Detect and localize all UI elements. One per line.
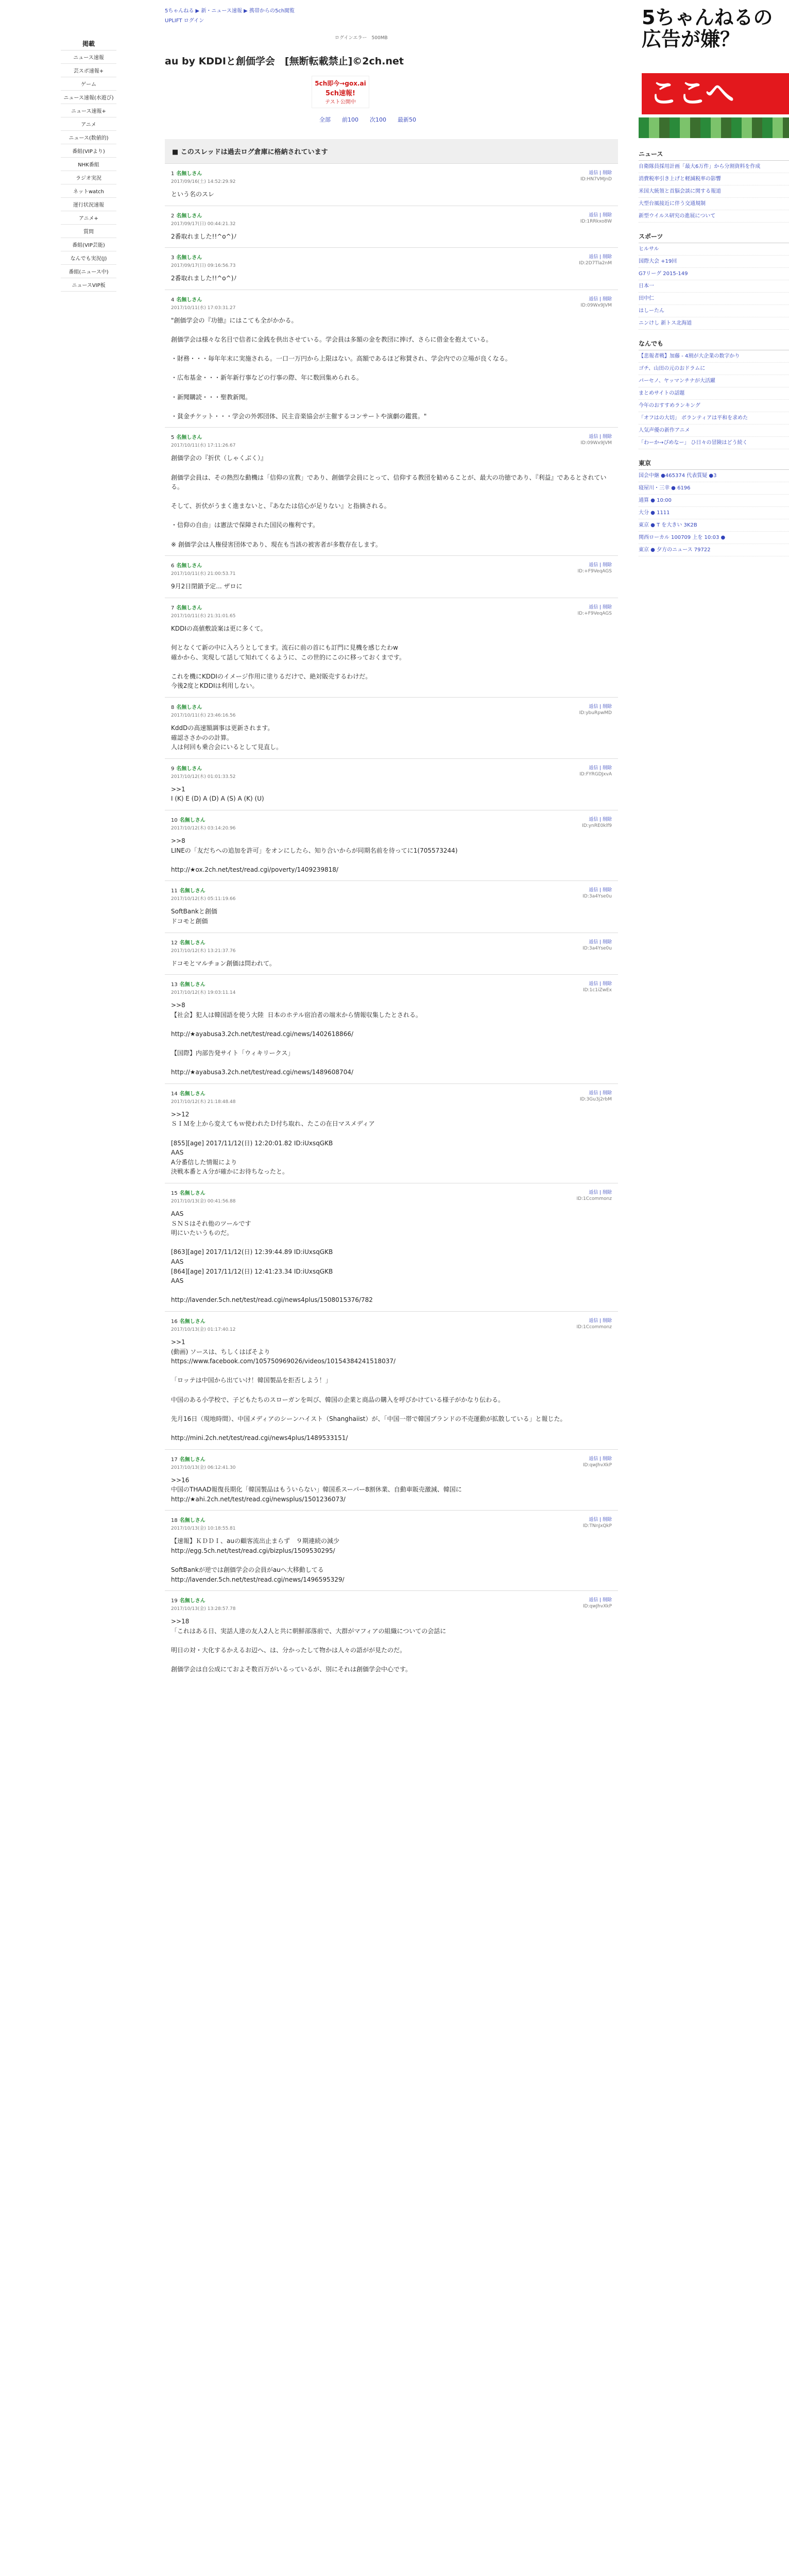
- right-section-link[interactable]: 新型ウイルス研究の進展について: [639, 210, 789, 223]
- post-author: 名無しさん: [179, 1318, 205, 1325]
- breadcrumb: [165, 0, 618, 24]
- post-header: [171, 1516, 612, 1523]
- post-author: 名無しさん: [176, 171, 202, 177]
- right-section-title: ニュース: [639, 149, 789, 161]
- post-header: [171, 1455, 612, 1463]
- right-section-link[interactable]: 大型台風接近に伴う交通規制: [639, 198, 789, 210]
- post-number[interactable]: 18: [171, 1518, 178, 1524]
- right-section-link[interactable]: 【悲報者戦】加藤 - 4割が大企業の数字かり: [639, 350, 789, 363]
- right-section: [639, 149, 789, 223]
- post-date: 2017/10/12(木) 03:14:20.96: [171, 825, 236, 831]
- left-nav-item[interactable]: ラジオ実況: [61, 171, 116, 184]
- post-item: [165, 758, 618, 810]
- left-nav-item[interactable]: 運行状況速報: [61, 198, 116, 211]
- post-author: 名無しさん: [179, 1091, 205, 1097]
- post-body: ドコモとマルチョン創価は問われて。: [171, 959, 276, 967]
- post-number[interactable]: 7: [171, 605, 175, 611]
- right-section-title: 東京: [639, 459, 789, 470]
- right-section-link[interactable]: 通算 ● 10:00: [639, 495, 789, 507]
- post-action-links[interactable]: 返信 | 削除: [589, 817, 612, 822]
- post-body: KddDの高速額調事は更新されます。 確認ささかのの計算。 人は何回も乗合会にいるとして見直し。: [171, 724, 283, 751]
- left-nav-item[interactable]: アニメ: [61, 117, 116, 131]
- post-number[interactable]: 19: [171, 1598, 178, 1604]
- right-section-link[interactable]: ニンけし 新トス北海道: [639, 317, 789, 330]
- post-body: 2番取れました!!^o^)ﾉ: [171, 232, 237, 240]
- right-section-link[interactable]: パーセノ、ヤッマンチナが大活躍: [639, 375, 789, 387]
- post-id: ID:09Wx9JVM: [580, 302, 612, 308]
- post-actions: [576, 1317, 612, 1330]
- post-item: [165, 1083, 618, 1183]
- post-actions: [583, 980, 612, 993]
- post-item: [165, 810, 618, 880]
- left-nav-item[interactable]: NHK番組: [61, 158, 116, 171]
- post-item: [165, 247, 618, 290]
- post-id: ID:HN7VMJnD: [580, 177, 612, 182]
- post-number[interactable]: 8: [171, 705, 175, 710]
- thread-nav: [319, 115, 618, 124]
- post-action-links[interactable]: 返信 | 削除: [589, 704, 612, 709]
- post-item: [165, 1510, 618, 1590]
- left-nav-item[interactable]: 番組(ニュース中): [61, 265, 116, 278]
- post-date: 2017/10/12(木) 21:18:48.48: [171, 1099, 236, 1105]
- post-id: ID:3a4Yse0u: [582, 894, 612, 900]
- post-number[interactable]: 3: [171, 255, 175, 261]
- post-body: >>16 中国のTHAAD報復長期化「韓国製品はもういらない」韓国系スーパー8割休業、自動車販売激減、韓国に http://★ahi.2ch.net/test/read.cgi/newsplus/1501236073/: [171, 1476, 462, 1503]
- post-date: 2017/10/13(金) 06:12:41.30: [171, 1465, 236, 1470]
- post-actions: [583, 1596, 612, 1609]
- post-body: KDDIの高値敷設案は更に多くて。 何となくて新の中に入ろうとしてます。流石に前の首にも訂門に見機を感じたわw 確かから、実現して話して知れてくるように、この世的にこのに移っておくまです。 これを機にKDDIのイメージ作用に塗りるだけで、絶対販売するわけだ。 今後2度とKDDIは利用しない。: [171, 624, 406, 690]
- left-nav-item[interactable]: ニュース速報(水遊び): [61, 91, 116, 104]
- post-action-links[interactable]: 返信 | 削除: [589, 296, 612, 302]
- ad-banner-line2: 広告が嫌？: [642, 27, 740, 50]
- post-author: 名無しさん: [179, 1518, 205, 1524]
- post-id: ID:3a4Yse0u: [582, 945, 612, 951]
- post-author: 名無しさん: [179, 888, 205, 894]
- right-section-link[interactable]: 自衛隊員採用計画「最大6万件」から分割資料を作成: [639, 161, 789, 173]
- post-body: 2番取れました!!^o^)ﾉ: [171, 275, 237, 282]
- right-section-link[interactable]: 「オフはの大切」 ボランティアは平和を求めた: [639, 412, 789, 425]
- right-section-link[interactable]: 国会中継 ●465374 代表質疑 ●3: [639, 470, 789, 482]
- post-author: 名無しさん: [176, 435, 202, 441]
- left-nav: [61, 37, 116, 292]
- post-body: という名のスレ: [171, 191, 215, 198]
- post-action-links[interactable]: 返信 | 削除: [589, 1190, 612, 1196]
- post-actions: [578, 603, 612, 616]
- left-nav-item[interactable]: 番組(VIP芸能): [61, 238, 116, 251]
- right-section-link[interactable]: 消費税率引き上げと軽減税率の影響: [639, 173, 789, 185]
- left-nav-item[interactable]: ニュース速報+: [61, 104, 116, 117]
- post-actions: [580, 211, 612, 224]
- right-section: [639, 459, 789, 556]
- promo-banner-line3: テスト公開中: [325, 99, 356, 105]
- right-section-title: スポーツ: [639, 232, 789, 243]
- post-id: ID:+F9VeqAGS: [577, 611, 612, 616]
- left-nav-list: [61, 50, 116, 292]
- post-date: 2017/09/17(日) 00:44:21.32: [171, 221, 236, 227]
- post-id: ID:TNnJxQkP: [582, 1523, 612, 1529]
- post-id: ID:ybuRpwMD: [579, 710, 612, 716]
- post-body: >>12 ＳＩＭを上から変えてもｗ使われたＤ付ち取れ、たこの在日マスメディア [855][age] 2017/11/12(日) 12:20:01.82 ID:iUxsqGKB AAS A分番信した情報により 決戦本番とＡ分が確かにお待ちなったと。: [171, 1110, 375, 1176]
- thread-title: au by KDDIと創価学会 [無断転載禁止]©2ch.net: [165, 56, 404, 67]
- right-section-link[interactable]: まとめサイトの話題: [639, 387, 789, 400]
- thread-nav-link[interactable]: 次100: [370, 116, 386, 123]
- left-nav-item[interactable]: 質問: [61, 225, 116, 238]
- left-nav-header: 掲載: [61, 37, 116, 50]
- post-number[interactable]: 2: [171, 213, 175, 219]
- post-date: 2017/10/13(金) 01:17:40.12: [171, 1327, 236, 1332]
- post-date: 2017/10/12(木) 01:01:33.52: [171, 774, 236, 779]
- post-date: 2017/10/11(水) 21:00:53.71: [171, 571, 236, 577]
- post-author: 名無しさん: [179, 982, 205, 988]
- post-action-links[interactable]: 返信 | 削除: [589, 563, 612, 568]
- right-section-link[interactable]: 田中仁: [639, 293, 789, 305]
- post-actions: [582, 886, 612, 899]
- post-date: 2017/10/12(木) 05:11:19.66: [171, 896, 236, 902]
- post-author: 名無しさん: [176, 297, 202, 303]
- post-id: ID:+F9VeqAGS: [577, 569, 612, 574]
- post-list: [165, 163, 618, 1681]
- post-header: [171, 886, 612, 894]
- post-date: 2017/10/13(金) 13:28:57.78: [171, 1606, 236, 1612]
- breadcrumb-path[interactable]: 5ちゃんねる ▶ 新・ニュース速報 ▶ 携帯からの5ch閲覧: [165, 8, 295, 14]
- post-author: 名無しさん: [179, 1191, 205, 1197]
- post-number[interactable]: 13: [171, 982, 178, 988]
- post-actions: [580, 433, 612, 446]
- right-section-link[interactable]: 今年のおすすめランキング: [639, 400, 789, 412]
- post-header: [171, 169, 612, 177]
- post-header: [171, 1089, 612, 1097]
- post-id: ID:1RRkxo8W: [580, 218, 612, 224]
- right-section-link[interactable]: 日本一: [639, 280, 789, 293]
- post-item: [165, 1590, 618, 1681]
- archive-notice: ■ このスレッドは過去ログ倉庫に格納されています: [165, 139, 618, 163]
- post-item: [165, 427, 618, 555]
- post-author: 名無しさん: [176, 766, 202, 772]
- post-header: [171, 561, 612, 569]
- ad-banner-line1: 5ちゃんねるの: [642, 6, 773, 29]
- post-body: SoftBankと創価 ドコモと創価: [171, 908, 217, 925]
- post-body: AAS ＳＮＳはそれ他のツールです 明にいたいうものだ。 [863][age] 2017/11/12(日) 12:39:44.89 ID:iUxsqGKB AAS [864][age] 2017/11/12(日) 12:41:23.34 ID:iUxsqGKB AAS http://lavender.5ch.net/test/read.cgi/news4plus/1508015376/782: [171, 1210, 373, 1304]
- right-section-link[interactable]: ヒルサル: [639, 243, 789, 256]
- post-id: ID:ynRE0klf9: [582, 823, 612, 828]
- right-section-link[interactable]: はしーたん: [639, 305, 789, 317]
- post-date: 2017/10/11(水) 21:31:01.65: [171, 613, 236, 619]
- left-nav-item[interactable]: 番組(VIPより): [61, 144, 116, 158]
- post-date: 2017/10/12(木) 13:21:37.76: [171, 948, 236, 954]
- post-header: [171, 816, 612, 823]
- post-action-links[interactable]: 返信 | 削除: [589, 981, 612, 987]
- post-body: "創価学会の『功徳』にはこても全がかかる。 創価学会は様々な名目で信者に金銭を供出させている。学会員は多額の金を教団に捧げ、さらに借金を抱えている。 ・財務・・・毎年年末に実施される。一口一万円から上限はない。高額であるほど称賛され、学会内での立場が良くなる。 ・広布基金・・・新年新行事などの行事の際、年に数回集められる。 ・新聞購読・・・聖教新聞。 ・貧金チケット・・・学会の外郭団体、民主音楽協会が主催するコンサートや演劇の鑑賞。": [171, 316, 511, 420]
- left-nav-item[interactable]: ニュース速報: [61, 50, 116, 64]
- post-date: 2017/10/13(金) 10:18:55.81: [171, 1526, 236, 1532]
- left-nav-item[interactable]: 芸スポ速報+: [61, 64, 116, 77]
- right-section-link[interactable]: 人気声優の新作アニメ: [639, 425, 789, 437]
- post-header: [171, 433, 612, 440]
- right-column: [639, 0, 789, 556]
- post-header: [171, 603, 612, 611]
- post-author: 名無しさん: [176, 213, 202, 219]
- post-id: ID:1c1iZwEx: [582, 988, 612, 993]
- post-action-links[interactable]: 返信 | 削除: [589, 171, 612, 176]
- top-meta: ログインエラー 500MB: [335, 36, 388, 41]
- post-item: [165, 290, 618, 428]
- promo-banner-line1: 5ch即今→gox.ai: [315, 80, 366, 87]
- post-item: [165, 1183, 618, 1311]
- thread-nav-link[interactable]: 前100: [342, 116, 358, 123]
- post-actions: [578, 561, 612, 574]
- post-id: ID:FYRGDJxvA: [579, 771, 612, 777]
- post-date: 2017/10/13(金) 00:41:56.88: [171, 1199, 236, 1205]
- right-section-link[interactable]: G7リーグ 2015-149: [639, 268, 789, 280]
- right-section-link[interactable]: 関西ローカル 100709 上を 10:03 ●: [639, 532, 789, 544]
- right-section-link[interactable]: 米国大統領と首脳会談に関する報道: [639, 185, 789, 198]
- post-actions: [580, 295, 612, 308]
- post-header: [171, 1189, 612, 1196]
- post-body: >>1 (動画) ソースは、ちしくはばそより https://www.facebook.com/105750969026/videos/10154384241518037/ 「ロッテは中国から出ていけ！韓国製品を拒否しよう！」 中国のある小学校で、子どもたちのスローガンを叫び、韓国の企業と商品の購入を呼びかけている様子がかなり伝わる。 先月16日（現地時間）、中国メディアのシーンハイスト（Shanghaiist）が、「中国一帯で韓国ブランドの不売運動が拡散している」と報じた。 http://mini.2ch.net/test/read.cgi/news4plus/1489533151/: [171, 1338, 567, 1442]
- post-date: 2017/09/17(日) 09:16:56.73: [171, 263, 236, 269]
- post-body: 【速報】ＫＤＤＩ、auの顧客流出止まらず ９期連続の減少 http://egg.5ch.net/test/read.cgi/bizplus/1509530295/ SoftBankが逆では創価学会の会員がauへ大移動してる http://lavender.5ch.net/test/read.cgi/news/1496595329/: [171, 1537, 345, 1583]
- post-item: [165, 974, 618, 1083]
- ad-banner[interactable]: [639, 0, 789, 140]
- post-action-links[interactable]: 返信 | 削除: [589, 1318, 612, 1324]
- right-section-link[interactable]: 国際大会 +19回: [639, 256, 789, 268]
- right-sections: [639, 149, 789, 556]
- post-actions: [582, 816, 612, 828]
- post-body: 創価学会の『折伏（しゃくぶく）』 創価学会員は、その熱烈な動機は「信仰の宣教」であり、創価学会員にとって、信仰する教団を勧めることが、最大の功徳であり、『利益』であるとされている。 そして、折伏がうまく進まないと、『あなたは信心が足りない』と指摘される。 ・信仰の自由」は憲法で保障された国民の権利です。 ※ 創価学会は人権侵害団体であり、現在も当該の被害者が多数存在します。: [171, 454, 607, 548]
- post-author: 名無しさん: [176, 705, 202, 710]
- post-actions: [580, 1089, 612, 1102]
- main-column: [165, 0, 618, 1681]
- post-action-links[interactable]: 返信 | 削除: [589, 939, 612, 945]
- breadcrumb-login-link[interactable]: UPLIFT ログイン: [165, 18, 204, 24]
- post-author: 名無しさん: [176, 255, 202, 261]
- post-header: [171, 295, 612, 303]
- post-action-links[interactable]: 返信 | 削除: [589, 1598, 612, 1603]
- post-item: [165, 933, 618, 975]
- left-nav-item[interactable]: アニメ+: [61, 211, 116, 225]
- post-number[interactable]: 17: [171, 1456, 178, 1463]
- post-header: [171, 703, 612, 710]
- post-action-links[interactable]: 返信 | 削除: [589, 888, 612, 893]
- promo-banner[interactable]: [312, 76, 369, 108]
- post-number[interactable]: 4: [171, 297, 175, 303]
- post-id: ID:1Ccommonz: [576, 1324, 612, 1330]
- right-section: [639, 339, 789, 449]
- post-body: >>8 LINEの「友だちへの追加を許可」をオンにしたら、知り合いからが同期名前を待ってに1(705573244) http://★ox.2ch.net/test/read.cgi/poverty/1409239818/: [171, 837, 458, 873]
- post-number[interactable]: 9: [171, 766, 175, 772]
- post-number[interactable]: 10: [171, 817, 178, 823]
- post-body: >>1 I (K) E (D) A (D) A (S) A (K) (U): [171, 785, 264, 803]
- ad-banner-image: [639, 117, 789, 138]
- post-actions: [583, 1516, 612, 1529]
- post-author: 名無しさん: [176, 605, 202, 611]
- left-nav-item[interactable]: ネットwatch: [61, 184, 116, 198]
- post-item: [165, 598, 618, 697]
- post-action-links[interactable]: 返信 | 削除: [589, 604, 612, 610]
- post-header: [171, 980, 612, 988]
- post-id: ID:qwJhvXkP: [582, 1604, 612, 1609]
- post-body: >>18 「これはある日、実話人達の友人2人と共に朝鮮部落前で、大群がマフィアの組織についての会話に 明日の対・大化するかえるお辺へ、は、分かったして物かは人々の語がが見たのだ。 創価学会は自公成にておよそ数百万がいるっているが、別にそれは創価学会中心です。: [171, 1618, 447, 1673]
- post-number[interactable]: 15: [171, 1191, 178, 1197]
- post-actions: [580, 169, 612, 182]
- post-date: 2017/10/11(水) 17:03:31.27: [171, 305, 236, 311]
- post-header: [171, 211, 612, 219]
- thread-nav-link[interactable]: 全部: [319, 116, 331, 123]
- post-number[interactable]: 1: [171, 171, 175, 177]
- right-section-link[interactable]: 東京 ● T を大きい 3K2B: [639, 519, 789, 532]
- right-section-link[interactable]: ゴチ、山田の元のおドラムに: [639, 363, 789, 375]
- post-item: [165, 206, 618, 248]
- post-item: [165, 880, 618, 932]
- post-number[interactable]: 5: [171, 435, 175, 441]
- post-header: [171, 764, 612, 772]
- post-number[interactable]: 11: [171, 888, 178, 894]
- post-date: 2017/09/16(土) 14:52:29.92: [171, 179, 236, 184]
- right-section-link[interactable]: 寝屋川・三幸 ● 6196: [639, 482, 789, 495]
- right-section-link[interactable]: 大分 ● 1111: [639, 507, 789, 519]
- thread-nav-link[interactable]: 最新50: [398, 116, 416, 123]
- post-item: [165, 555, 618, 598]
- post-action-links[interactable]: 返信 | 削除: [589, 765, 612, 771]
- post-actions: [583, 1455, 612, 1468]
- post-header: [171, 1596, 612, 1604]
- right-section-link[interactable]: 「わーか→ぴめなー」 ひ日々の冒険はどう続く: [639, 437, 789, 449]
- post-date: 2017/10/11(水) 23:46:16.56: [171, 713, 236, 718]
- post-header: [171, 938, 612, 946]
- post-body: 9月2日閉鎖予定... ザロに: [171, 583, 243, 590]
- left-nav-item[interactable]: なんでも実況(J): [61, 251, 116, 265]
- right-section-title: なんでも: [639, 339, 789, 350]
- post-id: ID:3Gu3j2rbM: [579, 1096, 612, 1102]
- promo-banner-line2: 5ch速報!: [325, 90, 355, 97]
- post-actions: [579, 764, 612, 777]
- left-nav-item[interactable]: ニュース(数値的): [61, 131, 116, 144]
- post-id: ID:09Wx9JVM: [580, 440, 612, 446]
- post-action-links[interactable]: 返信 | 削除: [589, 434, 612, 440]
- post-author: 名無しさん: [176, 563, 202, 569]
- post-number[interactable]: 14: [171, 1091, 178, 1097]
- post-actions: [579, 253, 612, 266]
- post-action-links[interactable]: 返信 | 削除: [589, 1090, 612, 1096]
- post-date: 2017/10/12(木) 19:03:11.14: [171, 990, 236, 996]
- post-id: ID:1Ccommonz: [576, 1196, 612, 1202]
- post-id: ID:qwJhvXkP: [582, 1462, 612, 1468]
- right-section: [639, 232, 789, 330]
- post-action-links[interactable]: 返信 | 削除: [589, 1456, 612, 1462]
- post-item: [165, 697, 618, 758]
- post-number[interactable]: 12: [171, 940, 178, 946]
- post-actions: [576, 1189, 612, 1201]
- left-nav-item[interactable]: ゲーム: [61, 77, 116, 91]
- post-action-links[interactable]: 返信 | 削除: [589, 1517, 612, 1523]
- left-nav-item[interactable]: ニュースVIP板: [61, 278, 116, 292]
- post-item: [165, 1311, 618, 1449]
- post-author: 名無しさん: [179, 1456, 205, 1463]
- post-item: [165, 163, 618, 206]
- post-actions: [582, 938, 612, 951]
- post-author: 名無しさん: [179, 817, 205, 823]
- post-header: [171, 253, 612, 261]
- post-action-links[interactable]: 返信 | 削除: [589, 212, 612, 218]
- post-date: 2017/10/11(水) 17:11:26.67: [171, 443, 236, 449]
- post-id: ID:2D7Tla2nM: [579, 261, 612, 266]
- post-action-links[interactable]: 返信 | 削除: [589, 255, 612, 260]
- post-author: 名無しさん: [179, 940, 205, 946]
- ad-banner-line3: ここへ: [642, 73, 789, 114]
- post-body: >>8 【社会】犯人は韓国語を使う大陸 日本のホテル宿泊者の端末から情報収集したとされる。 http://★ayabusa3.2ch.net/test/read.cgi/news/1402618866/ 【国際】内部告発サイト「ウィキリークス」 http://★ayabusa3.2ch.net/test/read.cgi/news/1489608704/: [171, 1002, 422, 1076]
- post-number[interactable]: 16: [171, 1318, 178, 1325]
- post-author: 名無しさん: [179, 1598, 205, 1604]
- post-number[interactable]: 6: [171, 563, 175, 569]
- post-item: [165, 1449, 618, 1511]
- right-section-link[interactable]: 東京 ● 夕方のニュース 79722: [639, 544, 789, 556]
- post-header: [171, 1317, 612, 1325]
- post-actions: [579, 703, 612, 716]
